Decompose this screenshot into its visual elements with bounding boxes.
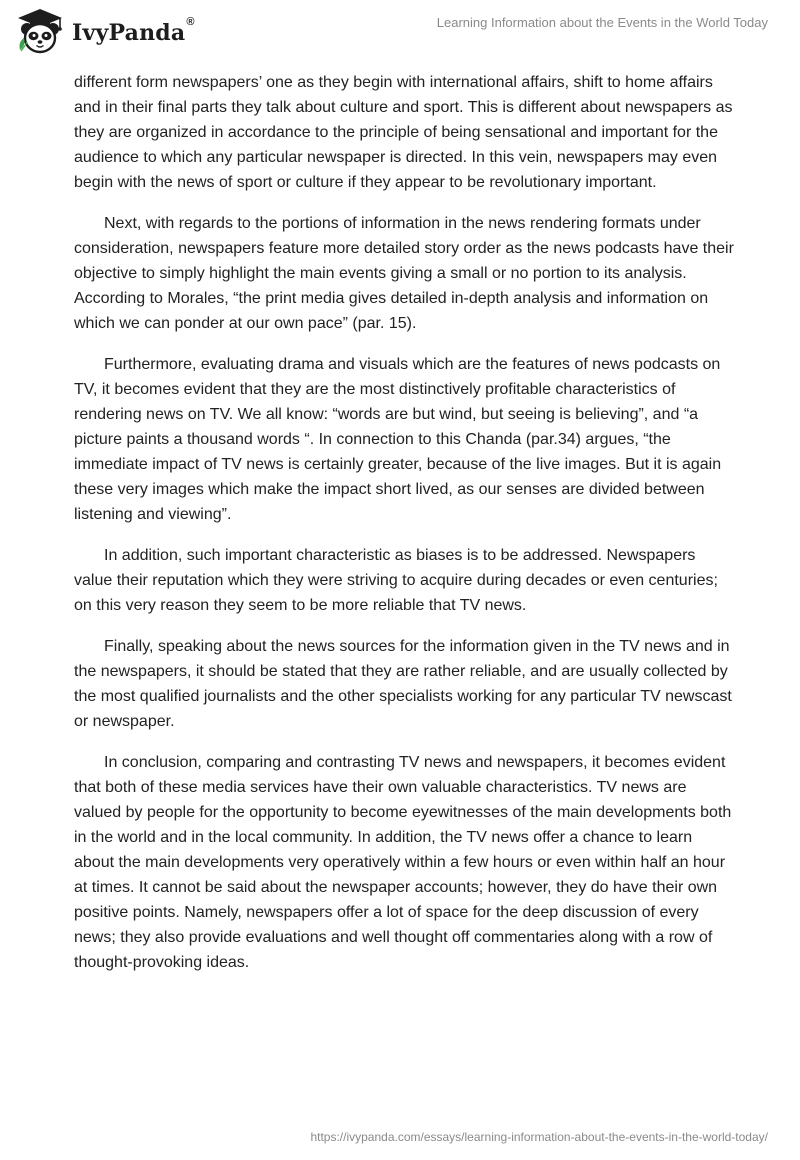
registered-mark: ®	[186, 16, 195, 28]
brand-name-text: IvyPanda	[72, 20, 186, 46]
source-url[interactable]: https://ivypanda.com/essays/learning-information-about-the-events-in-the-world-today/	[310, 1130, 768, 1144]
document-title: Learning Information about the Events in the World Today	[436, 15, 768, 30]
page-header	[0, 0, 800, 64]
essay-body	[74, 70, 734, 991]
panda-graduate-icon	[14, 6, 66, 58]
brand-name	[72, 16, 195, 46]
paragraph: Furthermore, evaluating drama and visuals which are the features of news podcasts on TV, it becomes evident that they are the most distinctively profitable characteristics of rendering news on TV. We all know: “words are but wind, but seeing is believing”, and “a picture paints a thousand words “. In connection to this Chanda (par.34) argues, “the immediate impact of TV news is certainly greater, because of the live images. But it is again these very images which make the impact short lived, as our senses are divided between listening and viewing”.	[74, 356, 722, 523]
paragraph: different form newspapers’ one as they begin with international affairs, shift to home affairs and in their final parts they talk about culture and sport. This is different about newspapers as they are organized in accordance to the principle of being sensational and important for the audience to which any particular newspaper is directed. In this vein, newspapers may even begin with the news of sport or culture if they appear to be revolutionary important.	[74, 74, 733, 191]
paragraph: In conclusion, comparing and contrasting TV news and newspapers, it becomes evident that both of these media services have their own valuable characteristics. TV news are valued by people for the opportunity to become eyewitnesses of the main developments both in the world and in the local community. In addition, the TV news offer a chance to learn about the main developments very operatively within a few hours or even within half an hour at times. It cannot be said about the newspaper accounts; however, they do have their own positive points. Namely, newspapers offer a lot of space for the deep discussion of every news; they also provide evaluations and well thought off commentaries along with a row of thought-provoking ideas.	[74, 754, 732, 971]
ivypanda-logo[interactable]	[14, 6, 195, 58]
paragraph: Next, with regards to the portions of information in the news rendering formats under consideration, newspapers feature more detailed story order as the news podcasts have their objective to simply highlight the main events giving a small or no portion to its analysis. According to Morales, “the print media gives detailed in-depth analysis and information on which we can ponder at our own pace” (par. 15).	[74, 215, 734, 332]
paragraph: In addition, such important characteristic as biases is to be addressed. Newspapers value their reputation which they were striving to acquire during decades or even centuries; on this very reason they seem to be more reliable that TV news.	[74, 547, 718, 614]
paragraph: Finally, speaking about the news sources for the information given in the TV news and in the newspapers, it should be stated that they are rather reliable, and are usually collected by the most qualified journalists and the other specialists working for any particular TV newscast or newspaper.	[74, 638, 732, 730]
